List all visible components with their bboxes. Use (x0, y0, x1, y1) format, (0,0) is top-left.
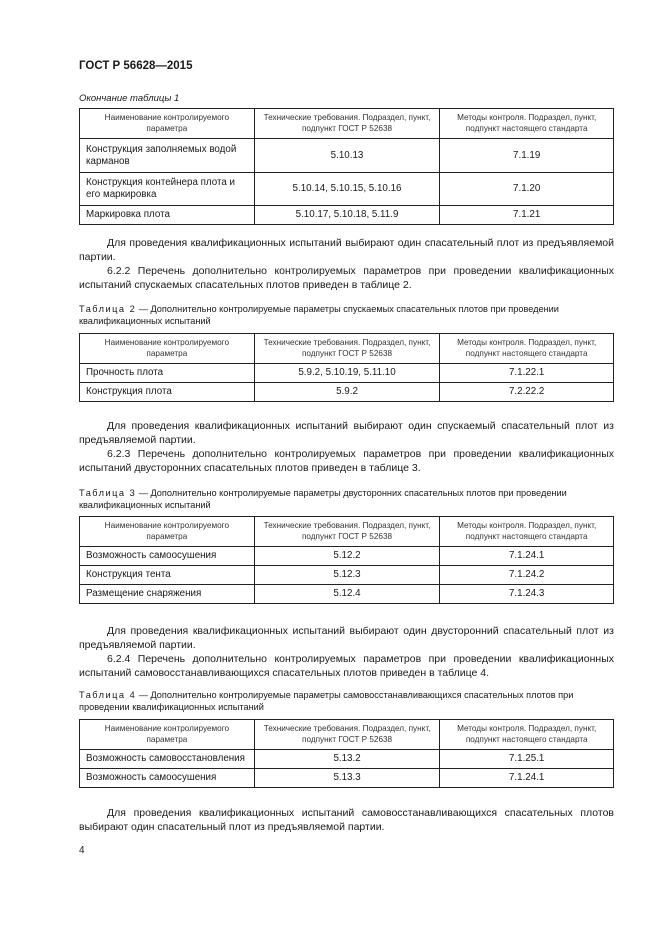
page-number: 4 (79, 845, 85, 856)
table-cell: 7.2.22.2 (440, 383, 614, 402)
paragraph: Для проведения квалификационных испытаний выбирают один двусторонний спасательный плот из предъявляемой партии. (79, 625, 614, 651)
paragraph: Для проведения квалификационных испытаний выбирают один спасательный плот из предъявляемой партии. (79, 237, 614, 263)
table-cell: 7.1.24.1 (440, 769, 614, 788)
header-cell: Технические требования. Подраздел, пункт, подпункт ГОСТ Р 52638 (254, 720, 440, 750)
table-cell: 5.13.2 (254, 750, 440, 769)
table1-caption: Окончание таблицы 1 (79, 93, 180, 104)
table-row (80, 364, 614, 383)
paragraph: Для проведения квалификационных испытаний самовосстанавливающихся спасательных плотов выбирают один спасательный плот из предъявляемой партии. (79, 807, 614, 833)
table-row (80, 547, 614, 566)
table-row (80, 566, 614, 585)
table-cell: 5.10.13 (254, 139, 440, 173)
table-cell: 7.1.22.1 (440, 364, 614, 383)
table-caption-text: — Дополнительно контролируемые параметры спускаемых спасательных плотов при проведении квалификационных испытаний (79, 304, 559, 326)
table-cell: Конструкция плота (80, 383, 255, 402)
table-header-row (80, 720, 614, 750)
table-cell: 7.1.19 (440, 139, 614, 173)
table-cell: 5.10.17, 5.10.18, 5.11.9 (254, 206, 440, 225)
table2-caption (79, 304, 614, 327)
header-cell: Наименование контролируемого параметра (80, 720, 255, 750)
header-cell: Методы контроля. Подраздел, пункт, подпункт настоящего стандарта (440, 334, 614, 364)
table-cell: 5.12.2 (254, 547, 440, 566)
table4-caption (79, 690, 614, 713)
table-header-row (80, 334, 614, 364)
table-cell: 7.1.24.2 (440, 566, 614, 585)
table-cell: Конструкция контейнера плота и его маркировка (80, 173, 255, 206)
table-label: Таблица 3 (79, 488, 137, 498)
header-cell: Методы контроля. Подраздел, пункт, подпункт настоящего стандарта (440, 720, 614, 750)
table-cell: 7.1.21 (440, 206, 614, 225)
table-cell: Возможность самовосстановления (80, 750, 255, 769)
table-cell: 7.1.20 (440, 173, 614, 206)
header-cell: Технические требования. Подраздел, пункт, подпункт ГОСТ Р 52638 (254, 517, 440, 547)
document-header: ГОСТ Р 56628—2015 (79, 60, 193, 72)
table-label: Таблица 2 (79, 304, 137, 314)
header-cell: Методы контроля. Подраздел, пункт, подпункт настоящего стандарта (440, 109, 614, 139)
table-cell: 7.1.24.1 (440, 547, 614, 566)
table-header-row (80, 517, 614, 547)
table-cell: Конструкция заполняемых водой карманов (80, 139, 255, 173)
paragraph: 6.2.2 Перечень дополнительно контролируемых параметров при проведении квалификационных испытаний спускаемых спасательных плотов приведен в таблице 2. (79, 265, 614, 291)
header-cell: Технические требования. Подраздел, пункт, подпункт ГОСТ Р 52638 (254, 109, 440, 139)
header-cell: Технические требования. Подраздел, пункт, подпункт ГОСТ Р 52638 (254, 334, 440, 364)
table-row (80, 173, 614, 206)
table-1 (79, 108, 614, 225)
table-row (80, 139, 614, 173)
table-cell: Конструкция тента (80, 566, 255, 585)
table-label: Таблица 4 (79, 690, 137, 700)
table-cell: 7.1.24.3 (440, 585, 614, 604)
paragraph: 6.2.3 Перечень дополнительно контролируемых параметров при проведении квалификационных испытаний двусторонних спасательных плотов приведен в таблице 3. (79, 448, 614, 474)
table-caption-text: — Дополнительно контролируемые параметры самовосстанавливающихся спасательных плотов при проведении квалификационных испытаний (79, 690, 574, 712)
table-2 (79, 333, 614, 402)
table-cell: 5.12.4 (254, 585, 440, 604)
table-caption-text: — Дополнительно контролируемые параметры двусторонних спасательных плотов при проведении квалификационных испытаний (79, 488, 567, 510)
header-cell: Методы контроля. Подраздел, пункт, подпункт настоящего стандарта (440, 517, 614, 547)
table-cell: 5.9.2, 5.10.19, 5.11.10 (254, 364, 440, 383)
table-cell: Размещение снаряжения (80, 585, 255, 604)
paragraph: Для проведения квалификационных испытаний выбирают один спускаемый спасательный плот из предъявляемой партии. (79, 420, 614, 446)
table-3 (79, 516, 614, 604)
table-row (80, 750, 614, 769)
header-cell: Наименование контролируемого параметра (80, 109, 255, 139)
header-cell: Наименование контролируемого параметра (80, 517, 255, 547)
table-header-row (80, 109, 614, 139)
table-cell: Маркировка плота (80, 206, 255, 225)
header-cell: Наименование контролируемого параметра (80, 334, 255, 364)
table-cell: Возможность самоосушения (80, 547, 255, 566)
table3-caption (79, 488, 614, 511)
table-4 (79, 719, 614, 788)
table-cell: Возможность самоосушения (80, 769, 255, 788)
table-cell: Прочность плота (80, 364, 255, 383)
table-row (80, 206, 614, 225)
table-row (80, 769, 614, 788)
table-row (80, 383, 614, 402)
paragraph: 6.2.4 Перечень дополнительно контролируемых параметров при проведении квалификационных испытаний самовосстанавливающихся спасательных плотов приведен в таблице 4. (79, 653, 614, 679)
table-cell: 5.13.3 (254, 769, 440, 788)
table-cell: 5.10.14, 5.10.15, 5.10.16 (254, 173, 440, 206)
table-row (80, 585, 614, 604)
table-cell: 5.12.3 (254, 566, 440, 585)
table-cell: 5.9.2 (254, 383, 440, 402)
table-cell: 7.1.25.1 (440, 750, 614, 769)
